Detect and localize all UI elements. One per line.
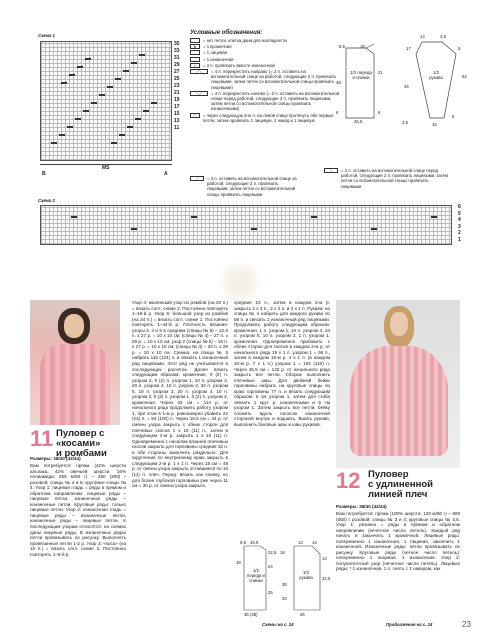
row-number: 4 bbox=[458, 217, 461, 223]
row-number: 35 bbox=[174, 41, 180, 47]
model-12-title bbox=[336, 468, 460, 500]
face bbox=[390, 312, 408, 336]
row-number: 23 bbox=[174, 83, 180, 89]
schema-sleeve bbox=[400, 34, 480, 130]
dim: 62 bbox=[462, 74, 467, 79]
dim: 3,5 bbox=[440, 34, 446, 39]
legend-item: = 4 п. перекрестить налево (= 2 п. оставить на вспомогательной спице перед работой, следующие 2 п. провязать лицевыми, затем петли со вспомогательной спицы провязать изнаночными) bbox=[211, 90, 340, 112]
dim: 49 bbox=[336, 80, 341, 85]
legend-item: = 4 п. перекрестить направо (= 2 п. оставить на вспомогательной спице за работой, следующие 2 п. провязать лицевыми, затем петли со вспомогательной спицы провязать лицевыми) bbox=[211, 69, 337, 90]
cross-left-symbol: ⟍⟋ bbox=[190, 91, 208, 96]
cross-right-symbol: ⟋⟍ bbox=[190, 69, 208, 74]
dim: 6 bbox=[452, 114, 455, 119]
sweater bbox=[350, 346, 448, 456]
no-stitch-symbol bbox=[190, 38, 200, 43]
legend-item: = 2 п. оставить на вспомогательной спице за работой, следующие 2 п. провязать лицевыми, затем петли со вспомогательной спицы провязать лицевыми bbox=[207, 176, 297, 197]
model-number: 11 bbox=[30, 426, 54, 451]
chart2-row-numbers bbox=[458, 204, 470, 243]
legend-item: = 1 кромочная bbox=[203, 44, 232, 50]
model-11-footer: Схемы на с. 24 bbox=[262, 622, 294, 627]
face bbox=[64, 314, 84, 338]
row-number: 31 bbox=[174, 55, 180, 61]
dim: 26 bbox=[300, 612, 305, 617]
dim: 13 bbox=[298, 540, 303, 545]
dim: 14 bbox=[312, 540, 317, 545]
dim: 21 bbox=[378, 70, 383, 75]
dim: 18 bbox=[280, 550, 285, 555]
dim: 45 bbox=[404, 84, 409, 89]
title-line: линией плеч bbox=[368, 489, 428, 500]
cross-2x2-left-symbol: ⟍ bbox=[324, 168, 338, 173]
title-line: с удлиненной bbox=[368, 479, 434, 490]
dim: 14 bbox=[420, 34, 425, 39]
model-11-photo bbox=[30, 300, 120, 425]
model-number: 12 bbox=[336, 468, 361, 493]
model-11-column-1: Вам потребуется: пряжа (42% шерсти альпака, 42% овечьей шерсти, 16% полиамида; 250 м/50 г) – 250 (300) г розовой; спицы № 4 и 5; круговые спицы № 4. Узор 1: лицевая гладь = ряды в прямом и обратном направлении: лицевые ряды – лицевые петли, изнаночные ряды – изнаночные петли. Круговые ряды: только лицевые петли. Узор 2: изнаночная гладь = лицевые ряды – изнаночные петли, изнаночные ряды – лицевые петли. К последующим узорам относятся: на схемах даны лицевые ряды. В изнаночных рядах петли провязывать по рисунку. Выполнять провязанные петли 1-2 р. Узор 3: «коса» (на 10 п.) = вязать согл. схеме 2. Постоянно повторять 1–8-й р. bbox=[30, 463, 126, 557]
page-number: 23 bbox=[462, 620, 471, 629]
model-11-column-2: Узор 4: маленький узор из ромбов (на 20 п.) = вязать согл. схеме 2. Постоянно повторять 1–18-й р. Узор 5: большой узор из ромбов (на 34 п.) = вязать согл. схеме 1. Постоянно повторять 1–44-й р. Плотность вязания: узоры 3, 4 и 5 в среднем (спицы № 5) – 22,5 п. x 27 р. = 10 x 10 см; (спицы № 4) – 27 п. x 29 р. = 10 x 10 см; узор 2 (спицы № 5) – 18 п. x 27 р. = 10 x 10 см; (спицы № 4) – 20 п. x 29 р. = 10 x 10 см. Спинка: на спицы № 5 набрать 116 (124) п. и связать 1 изнаночный ряд лицевыми. Этот ряд не учитывается в последующих расчетах. Далее вязать следующим образом: кромочная, 0 (2) п. узором 2, 0 (2) п. узором 1, 10 п. узором 3, 20 п. узором 4, 10 п. узором 3, 34 п. узором 5, 10 п. узором 3, 20 п. узором 4, 10 п. узором 3, 0 (2) п. узором 1, 0 (2) п. узором 2, кромочная. Через 42 см = 114 р. от начального ряда продолжить работу узором 1, при этом в 1-м р. равномерно убавить 22 (24) п. = 94 (100) п. Через 16,5 см = 44 р. от смены узора закрыть с обеих сторон для плечевых скосов 1 x 10 (11) п., затем в следующем 2-м р. закрыть 1 x 10 (11) п. Одновременно с началом вязания плечевых скосов закрыть для горловины средние 32 п. и обе стороны закончить раздельно. Для скругления по внутреннему краю закрыть в следующем 2-м р. 1 x 1 п. Через 18 см = 48 р. от смены узора закрыть оставшиеся по 10 (11) п. плеч. Перед: вязать как спинку, но для более глубокой горловины уже через 11 см = 30 р. от смены узора закрыть bbox=[132, 300, 228, 489]
model-11-sizes: Размеры: 38/40 (42/44) bbox=[30, 456, 81, 461]
dim: 16,5 bbox=[250, 540, 259, 545]
dim: 26,5 bbox=[354, 119, 363, 124]
model-12-sizes: Размеры: 38/40 (42/44) bbox=[336, 504, 387, 509]
marker-b: B bbox=[42, 171, 46, 177]
chart2-label: Схема 2 bbox=[38, 198, 55, 203]
knit-symbol bbox=[190, 50, 200, 55]
model-12-photo bbox=[336, 300, 460, 468]
legend bbox=[190, 30, 340, 124]
row-number: 1 bbox=[458, 236, 461, 243]
schema-label: 1/2 переда и спинки bbox=[350, 70, 372, 81]
chart1-row-numbers bbox=[174, 41, 186, 132]
row-number: 2 bbox=[458, 230, 461, 236]
dim: 9,5 bbox=[240, 540, 246, 545]
knitting-chart-2 bbox=[40, 205, 452, 245]
legend-item: = 2 п. оставить на вспомогательной спице перед работой, следующие 2 п. провязать лицевыми, затем петли со вспомогательной спицы провязать лицевыми bbox=[341, 168, 448, 189]
title-text-block bbox=[368, 470, 458, 500]
row-number: 13 bbox=[174, 118, 180, 124]
row-number: 25 bbox=[174, 76, 180, 82]
dim: 17 bbox=[406, 46, 411, 51]
row-number: 15 bbox=[174, 111, 180, 117]
marker-a: A bbox=[164, 171, 168, 177]
dim: 14 bbox=[322, 556, 327, 561]
row-number: 17 bbox=[174, 104, 180, 110]
legend-item: = через следующую 3-ю п. на левой спице протянуть обе первые петли, затем провязать 1 лицевую, 1 накид и 1 лицевую bbox=[203, 112, 334, 123]
legend-extra-left bbox=[190, 176, 300, 198]
cross-2x2-right-symbol: ⟋ bbox=[190, 176, 204, 181]
legend-item: = 1 лицевая bbox=[203, 50, 227, 56]
legend-item: = 2 п. провязать вместе изнаночной bbox=[203, 62, 275, 68]
row-number: 29 bbox=[174, 62, 180, 68]
dim: 6 bbox=[378, 110, 381, 115]
purl-symbol: – bbox=[190, 57, 200, 62]
legend-title: Условные обозначения: bbox=[190, 30, 263, 36]
dim: 22,5 bbox=[268, 550, 277, 555]
chart1-repeat-bracket bbox=[40, 164, 172, 178]
row-number: 3 bbox=[458, 223, 461, 230]
schema-front-back bbox=[334, 40, 400, 124]
dim: 8,5 bbox=[339, 44, 345, 49]
row-number: 19 bbox=[174, 97, 180, 103]
pull-over-symbol: ◠ bbox=[190, 113, 200, 118]
title-text-block bbox=[56, 429, 136, 459]
schema-label: 1/2 переда и спинки bbox=[247, 568, 265, 584]
row-number: 11 bbox=[174, 125, 180, 131]
edge-stitch-symbol: ● bbox=[190, 44, 200, 49]
legend-item: = 1 изнаночная bbox=[203, 56, 234, 62]
marker-ms: MS bbox=[102, 165, 110, 171]
dim: 33 bbox=[282, 596, 287, 601]
knitting-chart-1 bbox=[40, 41, 172, 161]
sweater bbox=[40, 344, 110, 425]
dim: 16 bbox=[432, 122, 437, 127]
model-12-footer: Продолжение на с. 24 bbox=[386, 622, 433, 627]
row-number: 33 bbox=[174, 48, 180, 54]
row-number: 6 bbox=[458, 204, 461, 210]
decorative-ornament bbox=[215, 262, 265, 302]
dim: 5 bbox=[458, 46, 461, 51]
dim: 18 bbox=[360, 44, 365, 49]
dim: 3,5 bbox=[402, 120, 408, 125]
model-12-column: Вам потребуется: пряжа (100% шерсти; 120 м/50 г) – 800 (850) г розовой; спицы № 3 и 4; круговые спицы № 3,5. Узор 1: резинка = ряды в прямом и обратном направлении (нечетное число петель). Каждый ряд начать и закончить 1 кромочной. Лицевые ряды: попеременно 1 изнаночная, 1 лицевая, закончить 1 изнаночной. Изнаночные ряды: петли провязывать по рисунку. Круговые ряды (четное число петель): попеременно 1 лицевая, 1 изнаночная. Узор 2: полупатентный узор (нечетное число петель). Лицевые ряды: * 1 изнаночная, 1 п. снять с 1 накидом, как bbox=[336, 511, 460, 572]
dim: 6 bbox=[336, 110, 339, 115]
legend-item: = нет петли, клетка дана для наглядности bbox=[203, 38, 287, 43]
chart1-label: Схема 1 bbox=[38, 33, 55, 38]
schema-bottom bbox=[236, 540, 332, 620]
title-line: Пуловер с «косами» bbox=[56, 428, 105, 449]
row-number: 27 bbox=[174, 69, 180, 75]
title-line: и ромбами bbox=[56, 448, 107, 459]
model-11-column-3: средние 10 п., затем в каждом 2-м р. закрыть 2 x 3 п., 2 x 2 п. и 2 x 1 п. Рукава: на спицы № 4 набрать для каждого рукава по 58 п. и связать 1 изнаночный ряд лицевыми. Продолжить работу следующим образом: кромочная, 1 п. узором 1, 10 п. узором 3, 34 п. узором 5, 10 п. узором 3, 1 п. узором 1, кромочная. Одновременно прибавить с обеих сторон для скосов в каждом 2-м р. от начального ряда 19 x 1 п. узором 1 = 96 п., затем в каждом 16-м р. 4 x 1 п. (в каждом 10-м р. 7 x 1 п.) узором 1 = 104 (110) п. Через 45,5 см = 132 р. от начального ряда закрыть все петли. Сборка: выполнить плечевые швы. Для двойной бейки горловины набрать на круговые спицы по краю горловины 77 п. и вязать следующим образом: 5 см узором 1, затем для сгиба связать 1 круг. р. изнаночными и 5 см узором 1. Затем закрыть все петли, бейку сложить вдоль полосок изнаночной стороной внутрь и подшить. Вшить рукава, выполнить боковые швы и швы рукавов. bbox=[234, 300, 330, 428]
legend-extra-right bbox=[324, 168, 450, 190]
dim: 24 bbox=[268, 564, 273, 569]
row-number: 21 bbox=[174, 90, 180, 96]
dim: 32,5 bbox=[322, 576, 331, 581]
dim: 25 bbox=[268, 590, 273, 595]
purl-two-together-symbol: ∩ bbox=[190, 63, 200, 68]
schema-label: 1/2 рукава bbox=[299, 570, 313, 581]
dim: 30 bbox=[282, 582, 287, 587]
schema-label: 1/2 рукава bbox=[429, 70, 443, 81]
row-number: 5 bbox=[458, 210, 461, 217]
dim: 36 (38) bbox=[244, 612, 258, 617]
title-line: Пуловер bbox=[368, 469, 409, 480]
dim: 18 bbox=[236, 560, 241, 565]
